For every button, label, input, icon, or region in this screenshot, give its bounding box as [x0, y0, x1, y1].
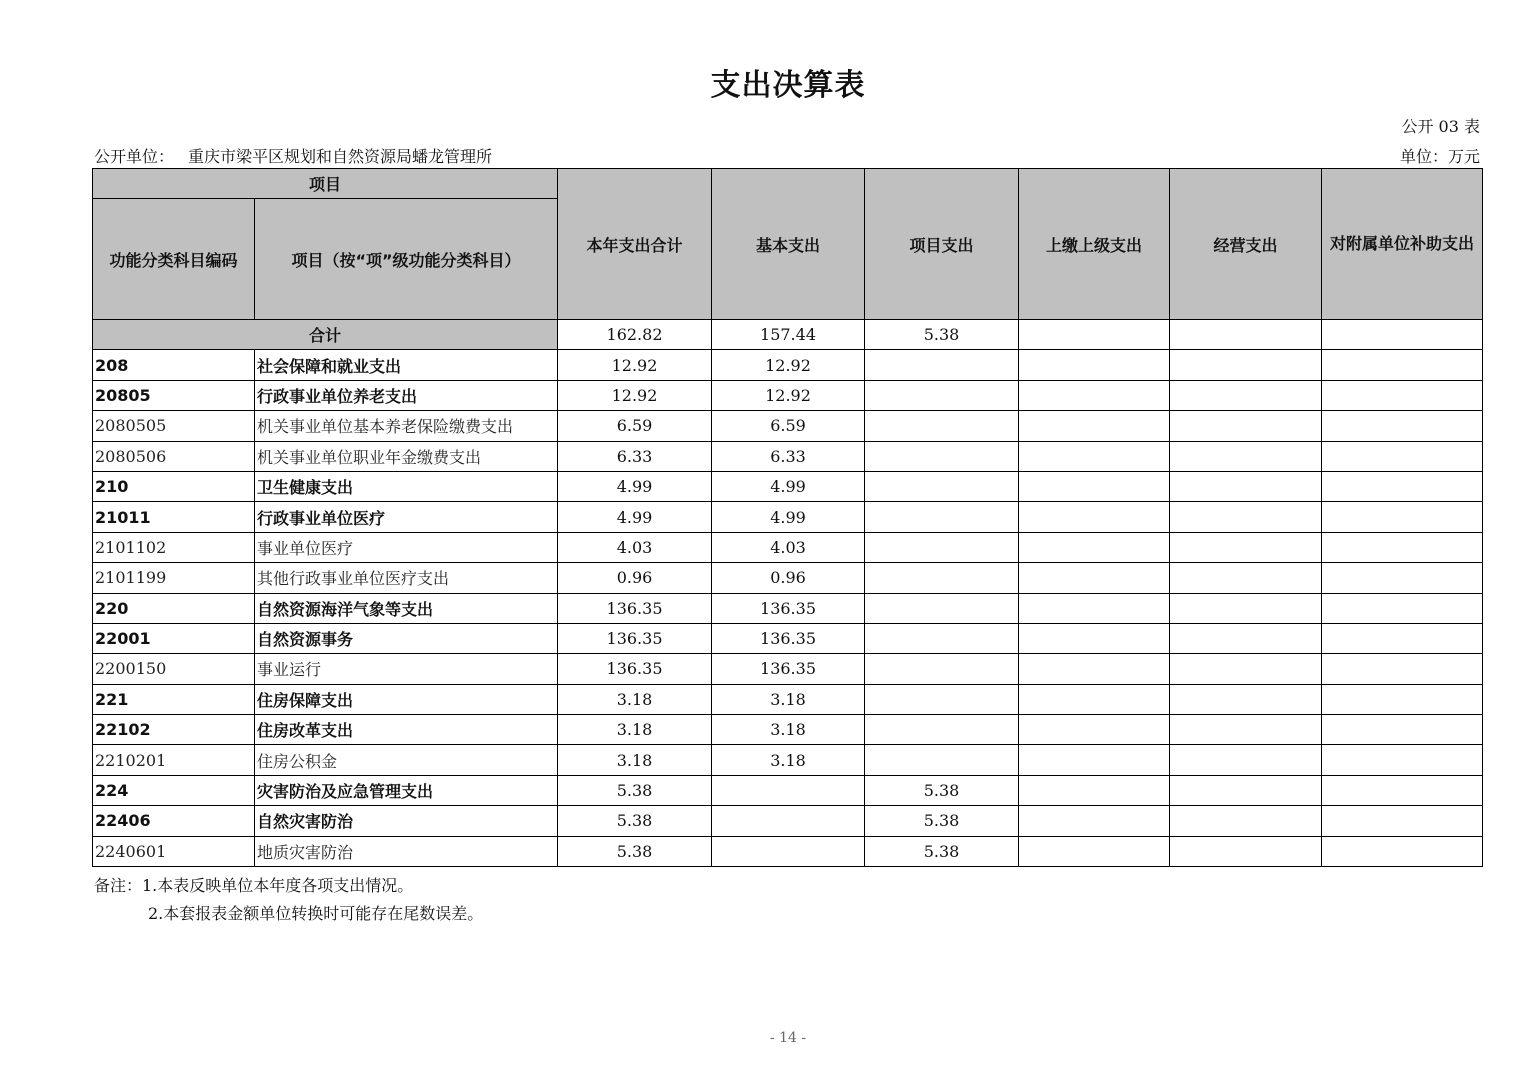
- cell-project: 5.38: [865, 836, 1019, 866]
- cell-basic: 136.35: [712, 593, 865, 623]
- table-body: [93, 320, 1483, 867]
- note-2: 2.本套报表金额单位转换时可能存在尾数误差。: [148, 904, 484, 923]
- cell-code: 20805: [93, 380, 255, 410]
- cell-operation: [1170, 411, 1322, 441]
- cell-operation: [1170, 836, 1322, 866]
- cell-operation: [1170, 623, 1322, 653]
- cell-basic: [712, 775, 865, 805]
- total-subsidy: [1322, 320, 1483, 350]
- header-code: 功能分类科目编码: [93, 199, 255, 320]
- table-row: [93, 775, 1483, 805]
- cell-superior: [1019, 441, 1170, 471]
- table-row: [93, 623, 1483, 653]
- table-row: [93, 836, 1483, 866]
- cell-basic: 3.18: [712, 684, 865, 714]
- table-row: [93, 532, 1483, 562]
- cell-name: 住房公积金: [255, 745, 558, 775]
- cell-superior: [1019, 775, 1170, 805]
- cell-operation: [1170, 532, 1322, 562]
- cell-name: 行政事业单位医疗: [255, 502, 558, 532]
- cell-name: 自然资源海洋气象等支出: [255, 593, 558, 623]
- table-row: [93, 471, 1483, 501]
- cell-project: [865, 563, 1019, 593]
- cell-superior: [1019, 654, 1170, 684]
- cell-basic: 6.33: [712, 441, 865, 471]
- cell-superior: [1019, 806, 1170, 836]
- cell-operation: [1170, 380, 1322, 410]
- table-row: [93, 380, 1483, 410]
- cell-superior: [1019, 593, 1170, 623]
- table-number: 公开 03 表: [1401, 117, 1480, 136]
- cell-total: 6.33: [558, 441, 712, 471]
- cell-basic: 3.18: [712, 745, 865, 775]
- cell-superior: [1019, 715, 1170, 745]
- cell-code: 22102: [93, 715, 255, 745]
- cell-operation: [1170, 745, 1322, 775]
- note-1: 备注：1.本表反映单位本年度各项支出情况。: [94, 876, 414, 895]
- cell-project: [865, 441, 1019, 471]
- cell-operation: [1170, 563, 1322, 593]
- cell-subsidy: [1322, 623, 1483, 653]
- cell-basic: 12.92: [712, 380, 865, 410]
- table-row: [93, 654, 1483, 684]
- cell-operation: [1170, 502, 1322, 532]
- cell-project: [865, 350, 1019, 380]
- table-row: [93, 806, 1483, 836]
- cell-superior: [1019, 623, 1170, 653]
- cell-project: [865, 715, 1019, 745]
- table-row: [93, 715, 1483, 745]
- table-row: [93, 563, 1483, 593]
- cell-subsidy: [1322, 593, 1483, 623]
- cell-basic: 6.59: [712, 411, 865, 441]
- cell-total: 5.38: [558, 775, 712, 805]
- cell-code: 2080505: [93, 411, 255, 441]
- cell-project: [865, 411, 1019, 441]
- cell-superior: [1019, 411, 1170, 441]
- cell-subsidy: [1322, 380, 1483, 410]
- cell-name: 自然资源事务: [255, 623, 558, 653]
- cell-name: 灾害防治及应急管理支出: [255, 775, 558, 805]
- cell-total: 136.35: [558, 593, 712, 623]
- cell-basic: 136.35: [712, 623, 865, 653]
- cell-total: 136.35: [558, 623, 712, 653]
- cell-project: [865, 502, 1019, 532]
- cell-subsidy: [1322, 836, 1483, 866]
- header-name: 项目（按“项”级功能分类科目）: [255, 199, 558, 320]
- cell-project: 5.38: [865, 775, 1019, 805]
- cell-name: 其他行政事业单位医疗支出: [255, 563, 558, 593]
- total-total: 162.82: [558, 320, 712, 350]
- cell-basic: [712, 806, 865, 836]
- cell-code: 2101199: [93, 563, 255, 593]
- cell-superior: [1019, 836, 1170, 866]
- cell-operation: [1170, 775, 1322, 805]
- cell-project: [865, 380, 1019, 410]
- unit-info-row: [94, 144, 1480, 166]
- cell-name: 地质灾害防治: [255, 836, 558, 866]
- header-total: 本年支出合计: [558, 169, 712, 320]
- cell-code: 221: [93, 684, 255, 714]
- cell-project: [865, 654, 1019, 684]
- cell-subsidy: [1322, 502, 1483, 532]
- cell-project: [865, 623, 1019, 653]
- cell-code: 22406: [93, 806, 255, 836]
- cell-subsidy: [1322, 471, 1483, 501]
- cell-code: 2210201: [93, 745, 255, 775]
- total-row: [93, 320, 1483, 350]
- table-row: [93, 350, 1483, 380]
- cell-name: 事业单位医疗: [255, 532, 558, 562]
- cell-code: 2101102: [93, 532, 255, 562]
- reporting-unit-name: 重庆市梁平区规划和自然资源局蟠龙管理所: [188, 147, 493, 166]
- table-row: [93, 411, 1483, 441]
- table-row: [93, 745, 1483, 775]
- cell-total: 3.18: [558, 715, 712, 745]
- cell-subsidy: [1322, 684, 1483, 714]
- cell-project: [865, 684, 1019, 714]
- cell-operation: [1170, 715, 1322, 745]
- expenditure-table: [92, 168, 1483, 867]
- total-basic: 157.44: [712, 320, 865, 350]
- cell-code: 2240601: [93, 836, 255, 866]
- cell-subsidy: [1322, 715, 1483, 745]
- cell-code: 2200150: [93, 654, 255, 684]
- cell-superior: [1019, 532, 1170, 562]
- header-superior: 上缴上级支出: [1019, 169, 1170, 320]
- table-row: [93, 684, 1483, 714]
- currency-unit: 单位：万元: [1399, 147, 1480, 166]
- page-number: - 14 -: [769, 1030, 807, 1046]
- page-title: 支出决算表: [710, 68, 866, 103]
- cell-project: 5.38: [865, 806, 1019, 836]
- cell-total: 5.38: [558, 836, 712, 866]
- cell-subsidy: [1322, 441, 1483, 471]
- cell-subsidy: [1322, 806, 1483, 836]
- notes: [94, 872, 483, 928]
- cell-total: 136.35: [558, 654, 712, 684]
- header-subsidy: 对附属单位补助支出: [1322, 169, 1483, 320]
- total-superior: [1019, 320, 1170, 350]
- cell-basic: 4.99: [712, 502, 865, 532]
- cell-code: 21011: [93, 502, 255, 532]
- cell-basic: 4.99: [712, 471, 865, 501]
- table-row: [93, 593, 1483, 623]
- header-project: 项目支出: [865, 169, 1019, 320]
- cell-operation: [1170, 806, 1322, 836]
- cell-superior: [1019, 684, 1170, 714]
- cell-subsidy: [1322, 775, 1483, 805]
- cell-total: 3.18: [558, 745, 712, 775]
- cell-subsidy: [1322, 745, 1483, 775]
- cell-project: [865, 745, 1019, 775]
- cell-operation: [1170, 593, 1322, 623]
- cell-code: 224: [93, 775, 255, 805]
- cell-name: 机关事业单位职业年金缴费支出: [255, 441, 558, 471]
- total-label: 合计: [93, 320, 558, 350]
- total-project: 5.38: [865, 320, 1019, 350]
- cell-name: 机关事业单位基本养老保险缴费支出: [255, 411, 558, 441]
- header-basic: 基本支出: [712, 169, 865, 320]
- cell-name: 行政事业单位养老支出: [255, 380, 558, 410]
- cell-superior: [1019, 563, 1170, 593]
- cell-name: 住房保障支出: [255, 684, 558, 714]
- cell-total: 6.59: [558, 411, 712, 441]
- header-item: 项目: [93, 169, 558, 199]
- reporting-unit: [94, 144, 492, 167]
- cell-total: 4.99: [558, 502, 712, 532]
- cell-operation: [1170, 441, 1322, 471]
- header-row-1: [93, 169, 1483, 199]
- cell-code: 22001: [93, 623, 255, 653]
- cell-total: 3.18: [558, 684, 712, 714]
- cell-superior: [1019, 502, 1170, 532]
- cell-basic: [712, 836, 865, 866]
- total-operation: [1170, 320, 1322, 350]
- cell-operation: [1170, 350, 1322, 380]
- cell-subsidy: [1322, 654, 1483, 684]
- cell-subsidy: [1322, 532, 1483, 562]
- table-row: [93, 502, 1483, 532]
- cell-subsidy: [1322, 350, 1483, 380]
- cell-basic: 136.35: [712, 654, 865, 684]
- cell-name: 社会保障和就业支出: [255, 350, 558, 380]
- cell-total: 5.38: [558, 806, 712, 836]
- cell-total: 4.99: [558, 471, 712, 501]
- cell-total: 12.92: [558, 350, 712, 380]
- cell-subsidy: [1322, 411, 1483, 441]
- header-operation: 经营支出: [1170, 169, 1322, 320]
- cell-operation: [1170, 654, 1322, 684]
- cell-basic: 4.03: [712, 532, 865, 562]
- cell-name: 住房改革支出: [255, 715, 558, 745]
- cell-total: 0.96: [558, 563, 712, 593]
- cell-basic: 3.18: [712, 715, 865, 745]
- cell-total: 4.03: [558, 532, 712, 562]
- cell-basic: 0.96: [712, 563, 865, 593]
- cell-superior: [1019, 471, 1170, 501]
- cell-basic: 12.92: [712, 350, 865, 380]
- cell-code: 208: [93, 350, 255, 380]
- cell-superior: [1019, 380, 1170, 410]
- cell-code: 220: [93, 593, 255, 623]
- cell-superior: [1019, 745, 1170, 775]
- cell-name: 卫生健康支出: [255, 471, 558, 501]
- cell-total: 12.92: [558, 380, 712, 410]
- cell-operation: [1170, 684, 1322, 714]
- cell-name: 事业运行: [255, 654, 558, 684]
- cell-operation: [1170, 471, 1322, 501]
- cell-code: 210: [93, 471, 255, 501]
- cell-project: [865, 471, 1019, 501]
- cell-name: 自然灾害防治: [255, 806, 558, 836]
- reporting-unit-label: 公开单位：: [94, 147, 175, 166]
- cell-code: 2080506: [93, 441, 255, 471]
- cell-project: [865, 532, 1019, 562]
- table-row: [93, 441, 1483, 471]
- cell-project: [865, 593, 1019, 623]
- cell-superior: [1019, 350, 1170, 380]
- cell-subsidy: [1322, 563, 1483, 593]
